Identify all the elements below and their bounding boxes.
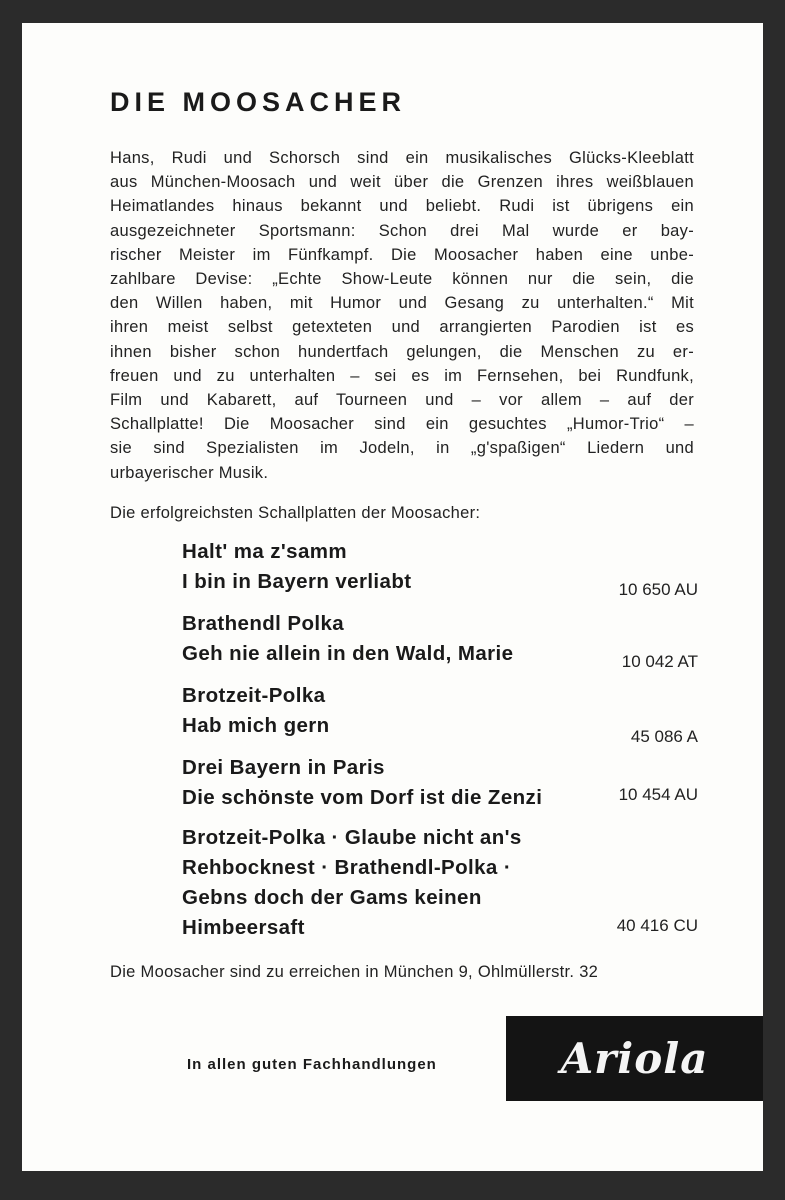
bio-line: urbayerischer Musik.	[110, 463, 269, 482]
record-entry	[182, 537, 698, 597]
ariola-logo-box	[506, 1016, 763, 1101]
record-title: Die schönste vom Dorf ist die Zenzi	[182, 786, 543, 809]
bio-line: ihren meist selbst getexteten und arrangierten Parodien ist es	[110, 318, 694, 337]
bio-line: freuen und zu unterhalten – sei es im Fernsehen, bei Rundfunk,	[110, 366, 694, 385]
biography-text	[110, 146, 694, 485]
bio-line: ausgezeichneter Sportsmann: Schon drei Mal wurde er bay-	[110, 221, 694, 240]
bio-line: den Willen haben, mit Humor und Gesang zu unterhalten.“ Mit	[110, 294, 694, 313]
record-title: Brotzeit-Polka · Glaube nicht an's	[182, 826, 522, 849]
flyer-card	[22, 23, 763, 1171]
record-entry	[182, 609, 698, 669]
bio-line: Heimatlandes hinaus bekannt und beliebt. Rudi ist übrigens ein	[110, 197, 694, 216]
bio-line: Film und Kabarett, auf Tourneen und – vor allem – auf der	[110, 391, 694, 410]
store-note: In allen guten Fachhandlungen	[187, 1056, 437, 1073]
record-title: I bin in Bayern verliabt	[182, 570, 412, 593]
record-title: Gebns doch der Gams keinen	[182, 886, 482, 909]
record-title: Halt' ma z'samm	[182, 540, 348, 563]
bio-line: ihnen bisher schon hundertfach gelungen, die Menschen zu er-	[110, 342, 694, 361]
record-title: Himbeersaft	[182, 916, 305, 939]
bio-line: Schallplatte! Die Moosacher sind ein gesuchtes „Humor-Trio“ –	[110, 415, 694, 434]
bio-line: sie sind Spezialisten im Jodeln, in „g'spaßigen“ Liedern und	[110, 439, 694, 458]
bio-line: Hans, Rudi und Schorsch sind ein musikalisches Glücks-Kleeblatt	[110, 149, 694, 167]
record-number: 10 454 AU	[618, 785, 698, 804]
record-title: Rehbocknest · Brathendl-Polka ·	[182, 856, 512, 879]
contact-address: Die Moosacher sind zu erreichen in München 9, Ohlmüllerstr. 32	[110, 963, 599, 981]
record-entry	[182, 823, 698, 943]
record-entry	[182, 753, 698, 813]
record-number: 10 042 AT	[621, 652, 698, 671]
record-number: 40 416 CU	[616, 916, 698, 935]
record-title: Brotzeit-Polka	[182, 684, 326, 707]
record-title: Hab mich gern	[182, 714, 330, 737]
record-number: 10 650 AU	[618, 580, 698, 599]
record-number: 45 086 A	[630, 727, 698, 746]
bio-line: zahlbare Devise: „Echte Show-Leute können nur die sein, die	[110, 270, 694, 289]
record-title: Geh nie allein in den Wald, Marie	[182, 642, 514, 665]
bio-line: rischer Meister im Fünfkampf. Die Moosacher haben eine unbe-	[110, 245, 694, 264]
bio-line: aus München-Moosach und weit über die Grenzen ihres weißblauen	[110, 173, 694, 192]
records-intro: Die erfolgreichsten Schallplatten der Moosacher:	[110, 504, 481, 522]
record-title: Drei Bayern in Paris	[182, 756, 385, 779]
record-entry	[182, 681, 698, 746]
page-title: DIE MOOSACHER	[110, 87, 407, 117]
record-title: Brathendl Polka	[182, 612, 345, 635]
ariola-logo: Ariola	[560, 1034, 709, 1083]
